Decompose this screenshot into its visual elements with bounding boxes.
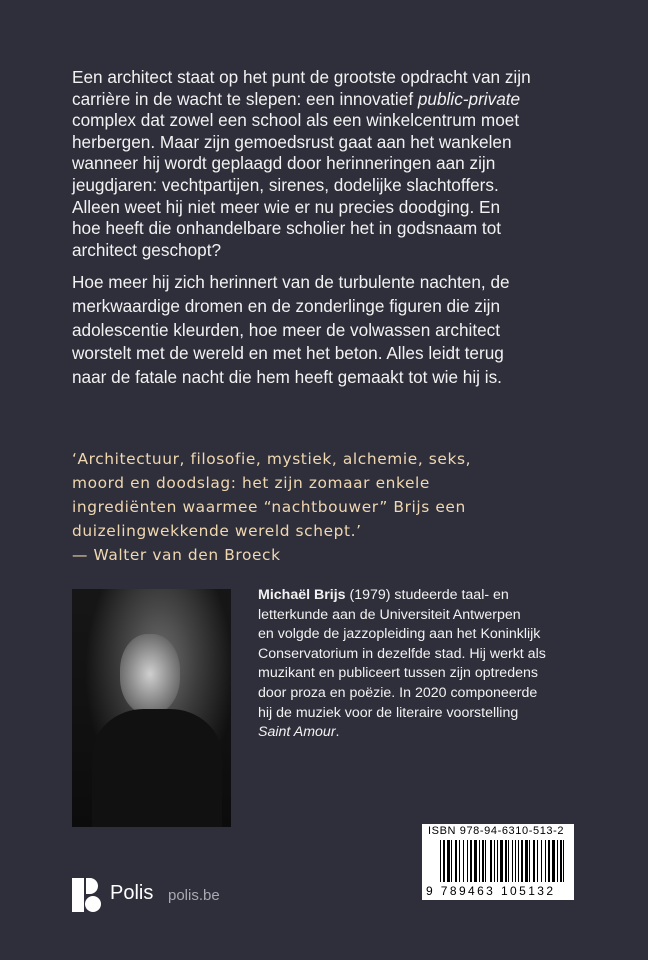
barcode-bar <box>545 840 546 882</box>
barcode-bar <box>525 840 528 882</box>
text-line: Hoe meer hij zich herinnert van de turbulente nachten, de <box>72 272 510 292</box>
italic-term: public-private <box>417 88 521 109</box>
barcode-bar <box>467 840 468 882</box>
barcode-bar <box>494 840 495 882</box>
text-line: door proza en poëzie. In 2020 componeerde <box>258 684 538 701</box>
author-name: Michaël Brijs <box>258 587 346 603</box>
barcode-bar <box>537 840 538 882</box>
text-line: wanneer hij wordt geplaagd door herinneringen aan zijn <box>72 153 496 174</box>
barcode-bar <box>490 840 492 882</box>
text-span: carrière in de wacht te slepen: een innovatief <box>72 88 418 109</box>
barcode-bar <box>482 840 484 882</box>
text-line: Alleen weet hij niet meer wie er nu precies doodging. En <box>72 196 501 217</box>
isbn-text: ISBN 978-94-6310-513-2 <box>428 825 565 837</box>
text-span: . <box>335 724 340 741</box>
barcode-bar <box>515 840 516 882</box>
barcode-bar <box>474 840 477 882</box>
barcode-bar <box>529 840 530 882</box>
barcode-bar <box>451 840 452 882</box>
barcode-bar <box>443 840 445 882</box>
text-line <box>258 586 546 606</box>
publisher-name: Polis <box>110 882 154 904</box>
barcode-bar <box>541 840 542 882</box>
isbn-barcode <box>422 824 574 900</box>
text-line: Een architect staat op het punt de grootste opdracht van zijn <box>72 67 531 87</box>
quote-attribution: — Walter van den Broeck <box>72 546 281 564</box>
barcode-bars <box>440 840 566 882</box>
text-line: en volgde de jazzopleiding aan het Koninklijk <box>258 626 541 643</box>
quote-line: duizelingwekkende wereld schept.’ <box>72 522 362 540</box>
barcode-bar <box>470 840 472 882</box>
barcode-bar <box>447 840 450 882</box>
ean-digits: 9 789463 105132 <box>426 884 556 898</box>
text-line: herbergen. Maar zijn gemoedsrust gaat aan het wankelen <box>72 131 512 152</box>
quote-line: ‘Architectuur, filosofie, mystiek, alchemie, seks, <box>72 450 472 468</box>
quote-line: ingrediënten waarmee “nachtbouwer” Brijs een <box>72 498 466 516</box>
barcode-bar <box>485 840 486 882</box>
barcode-bar <box>548 840 550 882</box>
text-line: adolescentie kleurden, hoe meer de volwassen architect <box>72 319 501 340</box>
barcode-bar <box>500 840 503 882</box>
text-span: (1979) studeerde taal- en <box>345 587 509 603</box>
text-line: naar de fatale nacht die hem heeft gemaakt tot wie hij is. <box>72 367 502 388</box>
quote-line: moord en doodslag: het zijn zomaar enkele <box>72 474 431 492</box>
barcode-bar <box>508 840 509 882</box>
barcode-bar <box>563 840 564 882</box>
author-bio <box>258 586 546 743</box>
review-quote <box>72 447 471 567</box>
barcode-bar <box>479 840 480 882</box>
text-line: muzikant en publiceert tussen zijn optredens <box>258 665 538 682</box>
barcode-bar <box>518 840 519 882</box>
barcode-bar <box>552 840 555 882</box>
polis-logo-icon <box>72 878 102 912</box>
text-line: worstelt met de wereld en met het beton. Alles leidt terug <box>72 343 504 364</box>
barcode-bar <box>557 840 558 882</box>
barcode-bar <box>463 840 464 882</box>
text-line: letterkunde aan de Universiteit Antwerpen <box>258 606 521 623</box>
text-line <box>258 723 546 743</box>
barcode-bar <box>512 840 513 882</box>
blurb-paragraph-1 <box>72 67 531 261</box>
text-line: Conservatorium in dezelfde stad. Hij werkt als <box>258 645 546 662</box>
text-line: architect geschopt? <box>72 239 222 260</box>
text-line: hij de muziek voor de literaire voorstelling <box>258 704 519 721</box>
barcode-bar <box>533 840 535 882</box>
barcode-bar <box>497 840 498 882</box>
barcode-bar <box>455 840 457 882</box>
text-line <box>72 89 531 111</box>
author-photo <box>72 589 231 827</box>
barcode-bar <box>459 840 460 882</box>
text-line: complex dat zowel een school als een winkelcentrum moet <box>72 110 520 131</box>
barcode-bar <box>521 840 523 882</box>
barcode-bar <box>440 840 441 882</box>
publisher-website: polis.be <box>168 887 220 904</box>
text-line: hoe heeft die onhandelbare scholier het in godsnaam tot <box>72 218 502 239</box>
text-line: merkwaardige dromen en de zonderlinge figuren die zijn <box>72 295 501 316</box>
italic-title: Saint Amour <box>258 724 336 741</box>
text-line: jeugdjaren: vechtpartijen, sirenes, dodelijke slachtoffers. <box>72 174 499 195</box>
barcode-bar <box>560 840 562 882</box>
barcode-bar <box>505 840 507 882</box>
blurb-paragraph-2 <box>72 271 510 390</box>
